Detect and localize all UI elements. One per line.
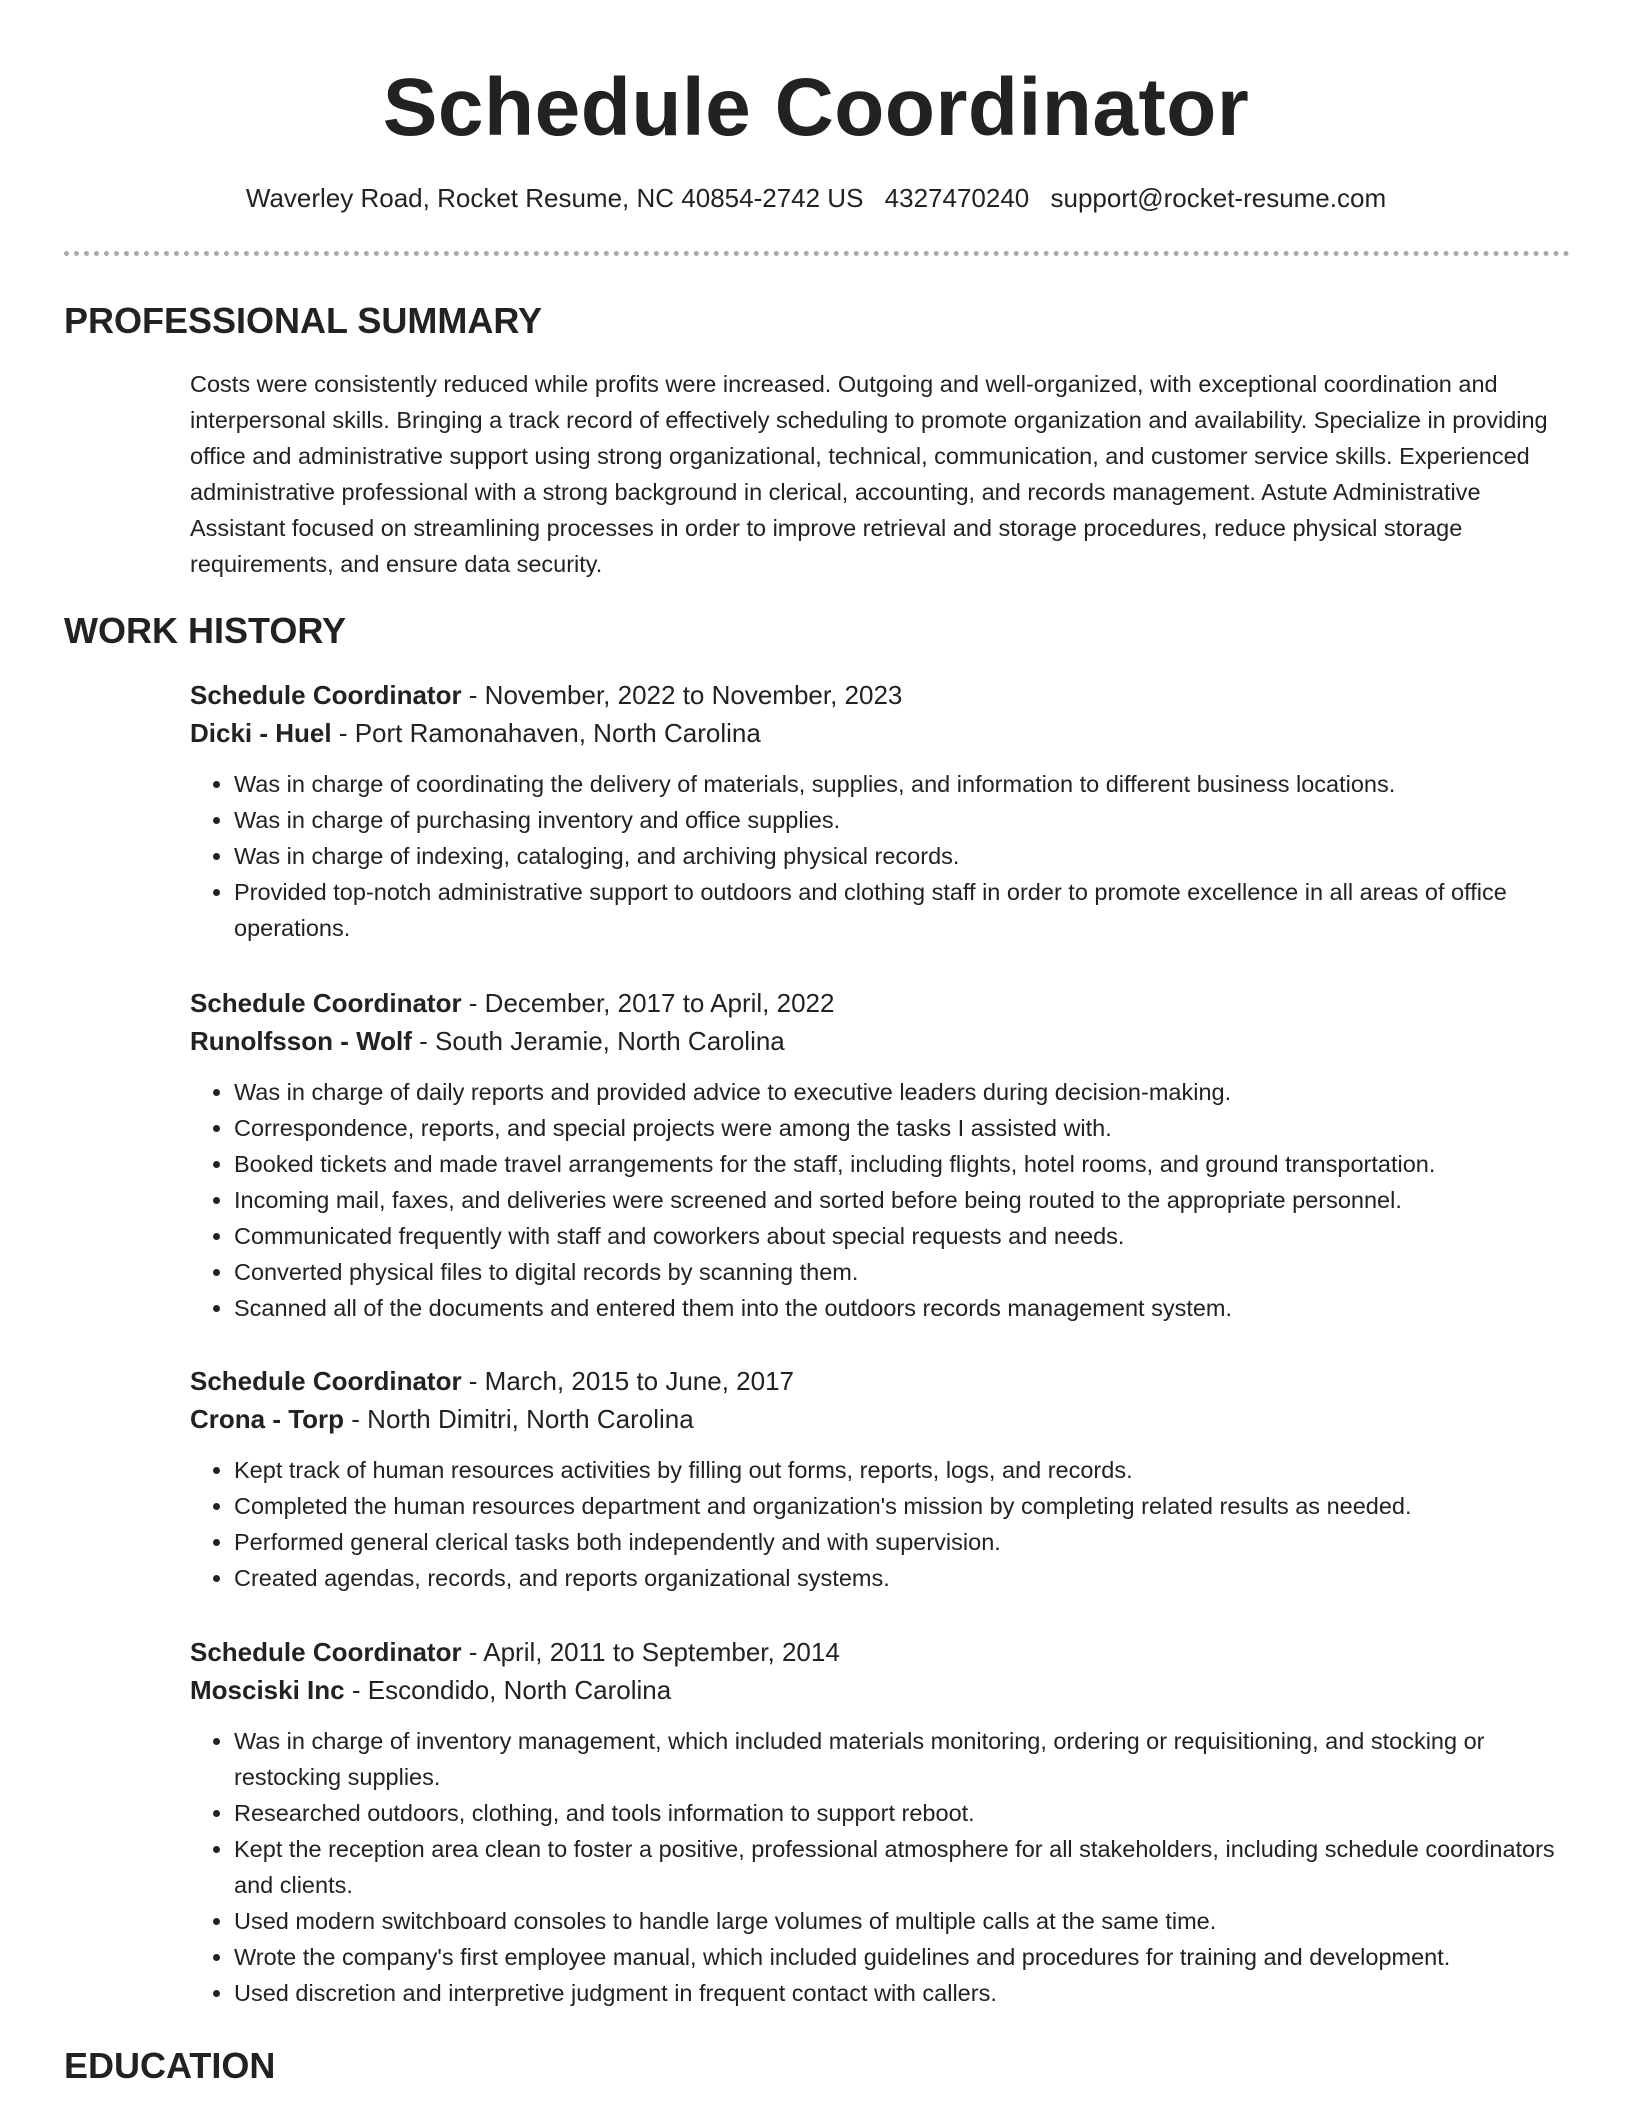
- job-title: Schedule Coordinator: [190, 1366, 462, 1396]
- job-title-line: [190, 1633, 1570, 1671]
- job-company-line: [190, 714, 1570, 752]
- job-bullet: • Researched outdoors, clothing, and tools information to support reboot.: [234, 1795, 1570, 1831]
- job-bullet: • Scanned all of the documents and entered them into the outdoors records management system.: [234, 1290, 1570, 1326]
- job-bullets: [190, 1723, 1570, 2011]
- job-bullet: • Was in charge of daily reports and provided advice to executive leaders during decision-making.: [234, 1074, 1570, 1110]
- job-bullet: • Provided top-notch administrative support to outdoors and clothing staff in order to promote excellence in all areas of office operations.: [234, 874, 1570, 946]
- job-title-line: [190, 984, 1570, 1022]
- section-title-summary: PROFESSIONAL SUMMARY: [64, 300, 543, 341]
- job-bullet: • Booked tickets and made travel arrangements for the staff, including flights, hotel rooms, and ground transportation.: [234, 1146, 1570, 1182]
- job-bullet: • Used discretion and interpretive judgment in frequent contact with callers.: [234, 1975, 1570, 2011]
- job-entry: [190, 676, 1570, 946]
- job-dates: - December, 2017 to April, 2022: [461, 988, 835, 1018]
- job-location: - South Jeramie, North Carolina: [411, 1026, 785, 1056]
- job-location: - Escondido, North Carolina: [344, 1675, 672, 1705]
- job-dates: - April, 2011 to September, 2014: [461, 1637, 840, 1667]
- job-entry: [190, 984, 1570, 1326]
- job-bullets: [190, 1074, 1570, 1326]
- job-title-line: [190, 1362, 1570, 1400]
- job-company: Runolfsson - Wolf: [190, 1026, 412, 1056]
- job-company-line: [190, 1671, 1570, 1709]
- job-title: Schedule Coordinator: [190, 680, 462, 710]
- contact-line: [0, 180, 1632, 216]
- job-bullet: • Communicated frequently with staff and coworkers about special requests and needs.: [234, 1218, 1570, 1254]
- contact-email: support@rocket-resume.com: [1050, 183, 1387, 213]
- job-company: Dicki - Huel: [190, 718, 332, 748]
- job-bullet: • Incoming mail, faxes, and deliveries were screened and sorted before being routed to the appropriate personnel.: [234, 1182, 1570, 1218]
- job-bullets: [190, 1452, 1570, 1596]
- summary-text: Costs were consistently reduced while profits were increased. Outgoing and well-organized, with exceptional coordination and interpersonal skills. Bringing a track record of effectively scheduling to promote organization and availability. Specialize in providing office and administrative support using strong organizational, technical, communication, and customer service skills. Experienced administrative professional with a strong background in clerical, accounting, and records management. Astute Administrative Assistant focused on streamlining processes in order to improve retrieval and storage procedures, reduce physical storage requirements, and ensure data security.: [190, 371, 1548, 577]
- job-company-line: [190, 1400, 1570, 1438]
- job-company-line: [190, 1022, 1570, 1060]
- job-bullet: • Was in charge of purchasing inventory and office supplies.: [234, 802, 1570, 838]
- job-entry: [190, 1633, 1570, 2011]
- job-bullet: • Converted physical files to digital records by scanning them.: [234, 1254, 1570, 1290]
- job-bullet: • Kept track of human resources activities by filling out forms, reports, logs, and records.: [234, 1452, 1570, 1488]
- job-company: Mosciski Inc: [190, 1675, 345, 1705]
- job-bullet: • Was in charge of indexing, cataloging, and archiving physical records.: [234, 838, 1570, 874]
- job-bullet: • Was in charge of coordinating the delivery of materials, supplies, and information to different business locations.: [234, 766, 1570, 802]
- job-bullet: • Was in charge of inventory management, which included materials monitoring, ordering or requisitioning, and stocking or restocking supplies.: [234, 1723, 1570, 1795]
- job-title-line: [190, 676, 1570, 714]
- job-bullets: [190, 766, 1570, 946]
- job-bullet: • Completed the human resources department and organization's mission by completing related results as needed.: [234, 1488, 1570, 1524]
- job-bullet: • Wrote the company's first employee manual, which included guidelines and procedures for training and development.: [234, 1939, 1570, 1975]
- job-bullet: • Performed general clerical tasks both independently and with supervision.: [234, 1524, 1570, 1560]
- job-dates: - November, 2022 to November, 2023: [461, 680, 903, 710]
- job-bullet: • Used modern switchboard consoles to handle large volumes of multiple calls at the same time.: [234, 1903, 1570, 1939]
- job-dates: - March, 2015 to June, 2017: [461, 1366, 795, 1396]
- resume-name: Schedule Coordinator: [382, 62, 1250, 153]
- section-title-education: EDUCATION: [64, 2045, 276, 2086]
- job-bullet: • Correspondence, reports, and special projects were among the tasks I assisted with.: [234, 1110, 1570, 1146]
- job-bullet: • Created agendas, records, and reports organizational systems.: [234, 1560, 1570, 1596]
- contact-address: Waverley Road, Rocket Resume, NC 40854-2742 US: [245, 183, 864, 213]
- header-divider: [64, 251, 1570, 256]
- job-location: - North Dimitri, North Carolina: [344, 1404, 694, 1434]
- section-title-work-history: WORK HISTORY: [64, 610, 347, 651]
- contact-phone: 4327470240: [884, 183, 1030, 213]
- job-company: Crona - Torp: [190, 1404, 345, 1434]
- job-entry: [190, 1362, 1570, 1596]
- job-title: Schedule Coordinator: [190, 988, 462, 1018]
- job-location: - Port Ramonahaven, North Carolina: [331, 718, 761, 748]
- job-title: Schedule Coordinator: [190, 1637, 462, 1667]
- job-bullet: • Kept the reception area clean to foster a positive, professional atmosphere for all stakeholders, including schedule coordinators and clients.: [234, 1831, 1570, 1903]
